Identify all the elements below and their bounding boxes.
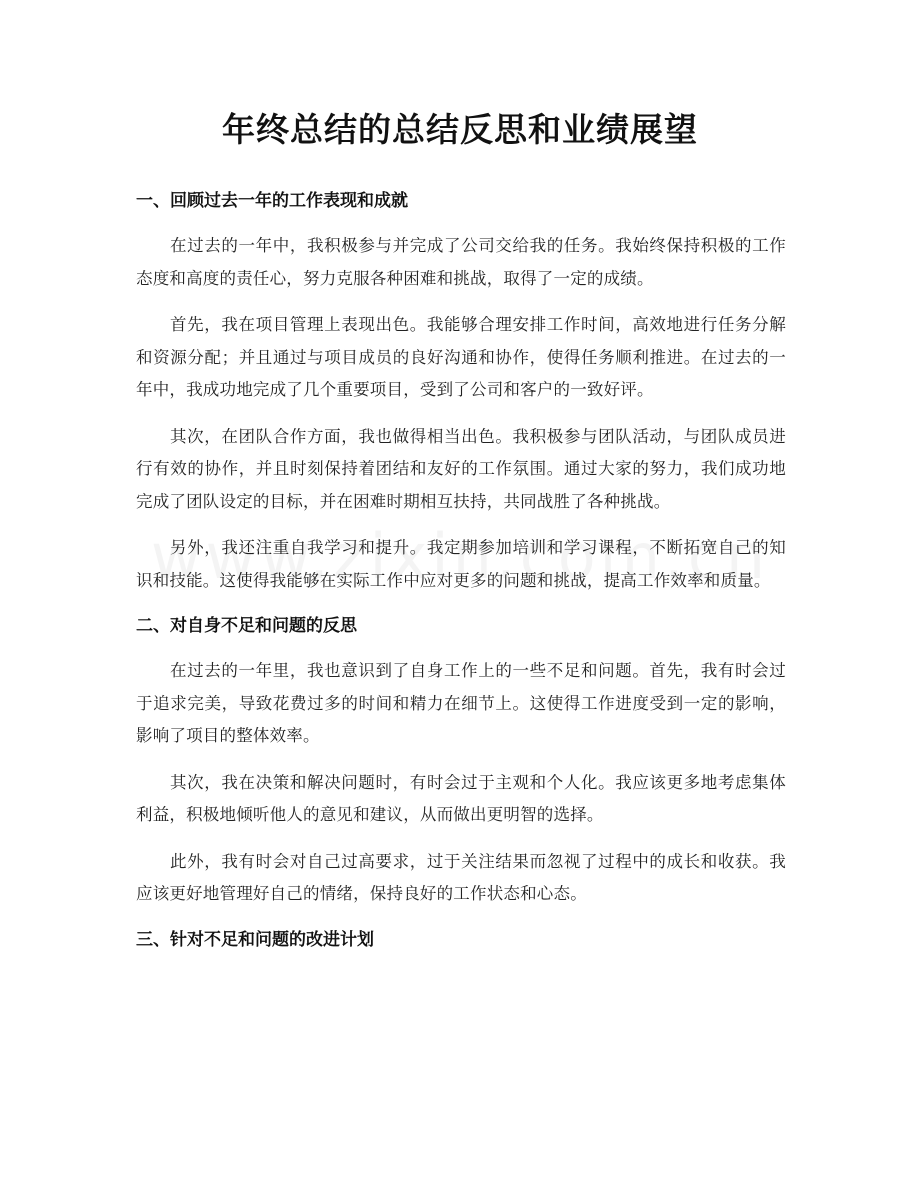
paragraph: 另外，我还注重自我学习和提升。我定期参加培训和学习课程，不断拓宽自己的知识和技能。这使得我能够在实际工作中应对更多的问题和挑战，提高工作效率和质量。 xyxy=(136,538,786,590)
section-heading: 三、针对不足和问题的改进计划 xyxy=(136,929,374,950)
section-reflection xyxy=(136,611,786,911)
section-improvement-plan xyxy=(136,925,786,955)
section-heading: 二、对自身不足和问题的反思 xyxy=(136,616,357,636)
section-heading: 一、回顾过去一年的工作表现和成就 xyxy=(136,191,408,211)
section-review xyxy=(136,186,786,597)
document-body xyxy=(136,186,786,969)
paragraph: 首先，我在项目管理上表现出色。我能够合理安排工作时间，高效地进行任务分解和资源分配；并且通过与项目成员的良好沟通和协作，使得任务顺利推进。在过去的一年中，我成功地完成了几个重要项目，受到了公司和客户的一致好评。 xyxy=(136,315,786,399)
paragraph: 其次，我在决策和解决问题时，有时会过于主观和个人化。我应该更多地考虑集体利益，积极地倾听他人的意见和建议，从而做出更明智的选择。 xyxy=(136,772,786,824)
paragraph: 在过去的一年中，我积极参与并完成了公司交给我的任务。我始终保持积极的工作态度和高度的责任心，努力克服各种困难和挑战，取得了一定的成绩。 xyxy=(136,236,786,288)
document-title: 年终总结的总结反思和业绩展望 xyxy=(222,110,698,149)
paragraph: 在过去的一年里，我也意识到了自身工作上的一些不足和问题。首先，我有时会过于追求完美，导致花费过多的时间和精力在细节上。这使得工作进度受到一定的影响，影响了项目的整体效率。 xyxy=(136,661,786,745)
paragraph: 其次，在团队合作方面，我也做得相当出色。我积极参与团队活动，与团队成员进行有效的协作，并且时刻保持着团结和友好的工作氛围。通过大家的努力，我们成功地完成了团队设定的目标，并在困难时期相互扶持，共同战胜了各种挑战。 xyxy=(136,426,786,511)
paragraph: 此外，我有时会对自己过高要求，过于关注结果而忽视了过程中的成长和收获。我应该更好地管理好自己的情绪，保持良好的工作状态和心态。 xyxy=(136,851,786,903)
